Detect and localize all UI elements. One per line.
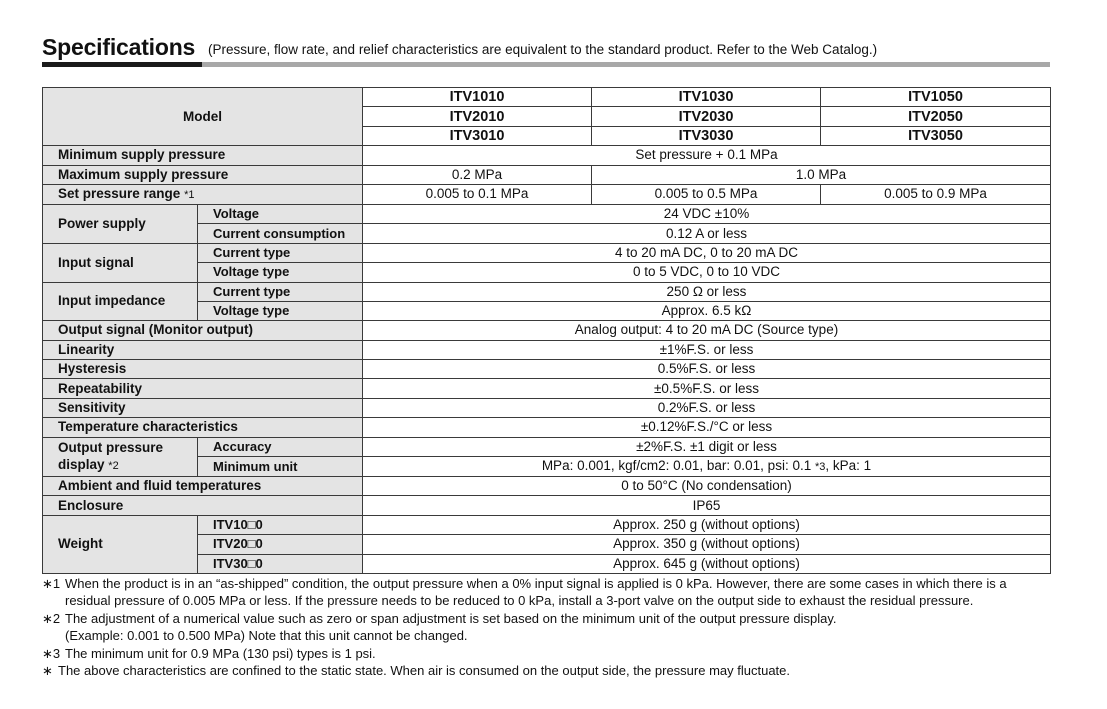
table-row (43, 477, 1051, 496)
section-header (42, 34, 1050, 68)
table-row (43, 184, 1051, 204)
row-label: Input signal (43, 243, 198, 282)
row-value: 0.2 MPa (363, 165, 592, 184)
row-label: Power supply (43, 204, 198, 243)
page-title: Specifications (42, 34, 196, 60)
footnote (42, 575, 1052, 610)
row-value: 0.5%F.S. or less (363, 360, 1051, 379)
row-value: 0.005 to 0.5 MPa (592, 184, 821, 204)
row-label (43, 437, 198, 476)
table-row (43, 398, 1051, 417)
min-unit-text-end: , kPa: 1 (825, 458, 872, 474)
footnote-text: The adjustment of a numerical value such as zero or span adjustment is set based on the minimum unit of the output pressure display. (65, 610, 837, 626)
row-value: Set pressure + 0.1 MPa (363, 146, 1051, 165)
row-value: Approx. 250 g (without options) (363, 515, 1051, 534)
min-unit-text: MPa: 0.001, kgf/cm2: 0.01, bar: 0.01, psi: 0.1 (541, 458, 812, 474)
table-row (43, 321, 1051, 340)
table-row (43, 204, 1051, 223)
row-label-text: Output pressure display (58, 439, 164, 472)
table-row (43, 282, 1051, 301)
sub-label: Voltage type (198, 301, 363, 320)
model-label: Model (43, 88, 363, 146)
title-underline-gray (202, 62, 1050, 67)
table-row (43, 515, 1051, 534)
footnote (42, 610, 1052, 645)
sub-label: ITV10□0 (198, 515, 363, 534)
row-label: Sensitivity (43, 398, 363, 417)
table-row (43, 243, 1051, 262)
row-value: ±0.12%F.S./°C or less (363, 418, 1051, 437)
table-row (43, 360, 1051, 379)
footnote-text: The above characteristics are confined to the static state. When air is consumed on the output side, the pressure may fluctuate. (58, 663, 790, 679)
model-header: ITV3030 (592, 126, 821, 145)
footnote-text: When the product is in an “as-shipped” condition, the output pressure when a 0% input signal is applied is 0 kPa. However, there are some cases in which there is a residual pressure of 0.005 MPa or less. If the pressure needs to be reduced to 0 kPa, install a 3-port valve on the output side to exhaust the residual pressure. (65, 576, 1007, 609)
row-label (43, 184, 363, 204)
footnotes (42, 575, 1052, 679)
row-label: Temperature characteristics (43, 418, 363, 437)
row-label: Enclosure (43, 496, 363, 515)
row-value: 0.005 to 0.9 MPa (821, 184, 1051, 204)
sub-label: ITV30□0 (198, 554, 363, 573)
table-row (43, 340, 1051, 359)
sub-label: Current consumption (198, 224, 363, 243)
row-value: 1.0 MPa (592, 165, 1051, 184)
footnote-mark: ∗2 (42, 610, 61, 626)
sub-label: Voltage type (198, 263, 363, 282)
model-header: ITV2030 (592, 107, 821, 126)
row-value: 0.005 to 0.1 MPa (363, 184, 592, 204)
row-value: Approx. 645 g (without options) (363, 554, 1051, 573)
table-row (43, 379, 1051, 398)
model-header: ITV2050 (821, 107, 1051, 126)
footnote-mark: *1 (184, 188, 195, 201)
row-value: Approx. 350 g (without options) (363, 535, 1051, 554)
footnote-mark: *3 (814, 461, 826, 474)
row-label: Maximum supply pressure (43, 165, 363, 184)
row-value: ±0.5%F.S. or less (363, 379, 1051, 398)
row-value: Approx. 6.5 kΩ (363, 301, 1051, 320)
table-row (43, 88, 1051, 107)
footnote-mark: ∗3 (42, 645, 61, 661)
model-header: ITV1010 (363, 88, 592, 107)
row-label: Minimum supply pressure (43, 146, 363, 165)
table-row (43, 437, 1051, 456)
row-value (363, 457, 1051, 477)
sub-label: Current type (198, 282, 363, 301)
row-label: Input impedance (43, 282, 198, 321)
row-value: ±2%F.S. ±1 digit or less (363, 437, 1051, 456)
sub-label: Accuracy (198, 437, 363, 456)
footnote-mark: ∗1 (42, 576, 61, 591)
row-value: 0 to 5 VDC, 0 to 10 VDC (363, 263, 1051, 282)
header-note: (Pressure, flow rate, and relief characteristics are equivalent to the standard product. Refer to the Web Catalog.) (208, 42, 878, 57)
model-header: ITV2010 (363, 107, 592, 126)
row-value: 0 to 50°C (No condensation) (363, 477, 1051, 496)
row-label-text: Set pressure range (58, 185, 181, 201)
row-value: ±1%F.S. or less (363, 340, 1051, 359)
row-label: Linearity (43, 340, 363, 359)
row-label: Hysteresis (43, 360, 363, 379)
row-value: IP65 (363, 496, 1051, 515)
table-row (43, 146, 1051, 165)
row-value: 250 Ω or less (363, 282, 1051, 301)
row-label: Output signal (Monitor output) (43, 321, 363, 340)
row-label: Weight (43, 515, 198, 573)
footnote (42, 645, 1052, 662)
sub-label: ITV20□0 (198, 535, 363, 554)
footnote-mark: ∗ (42, 663, 53, 679)
footnote (42, 662, 1052, 679)
row-value: 0.2%F.S. or less (363, 398, 1051, 417)
model-header: ITV1050 (821, 88, 1051, 107)
footnote-text: (Example: 0.001 to 0.500 MPa) Note that this unit cannot be changed. (65, 628, 468, 644)
row-value: 24 VDC ±10% (363, 204, 1051, 223)
sub-label: Voltage (198, 204, 363, 223)
table-row (43, 418, 1051, 437)
specifications-table (42, 87, 1051, 574)
footnote-mark: *2 (108, 459, 119, 472)
title-underline-dark (42, 62, 202, 67)
row-value: Analog output: 4 to 20 mA DC (Source type) (363, 321, 1051, 340)
sub-label: Minimum unit (198, 457, 363, 477)
model-header: ITV3010 (363, 126, 592, 145)
row-value: 4 to 20 mA DC, 0 to 20 mA DC (363, 243, 1051, 262)
row-value: 0.12 A or less (363, 224, 1051, 243)
row-label: Repeatability (43, 379, 363, 398)
footnote-text: The minimum unit for 0.9 MPa (130 psi) types is 1 psi. (65, 645, 376, 661)
row-label: Ambient and fluid temperatures (43, 477, 363, 496)
table-row (43, 496, 1051, 515)
model-header: ITV1030 (592, 88, 821, 107)
model-header: ITV3050 (821, 126, 1051, 145)
table-row (43, 165, 1051, 184)
sub-label: Current type (198, 243, 363, 262)
